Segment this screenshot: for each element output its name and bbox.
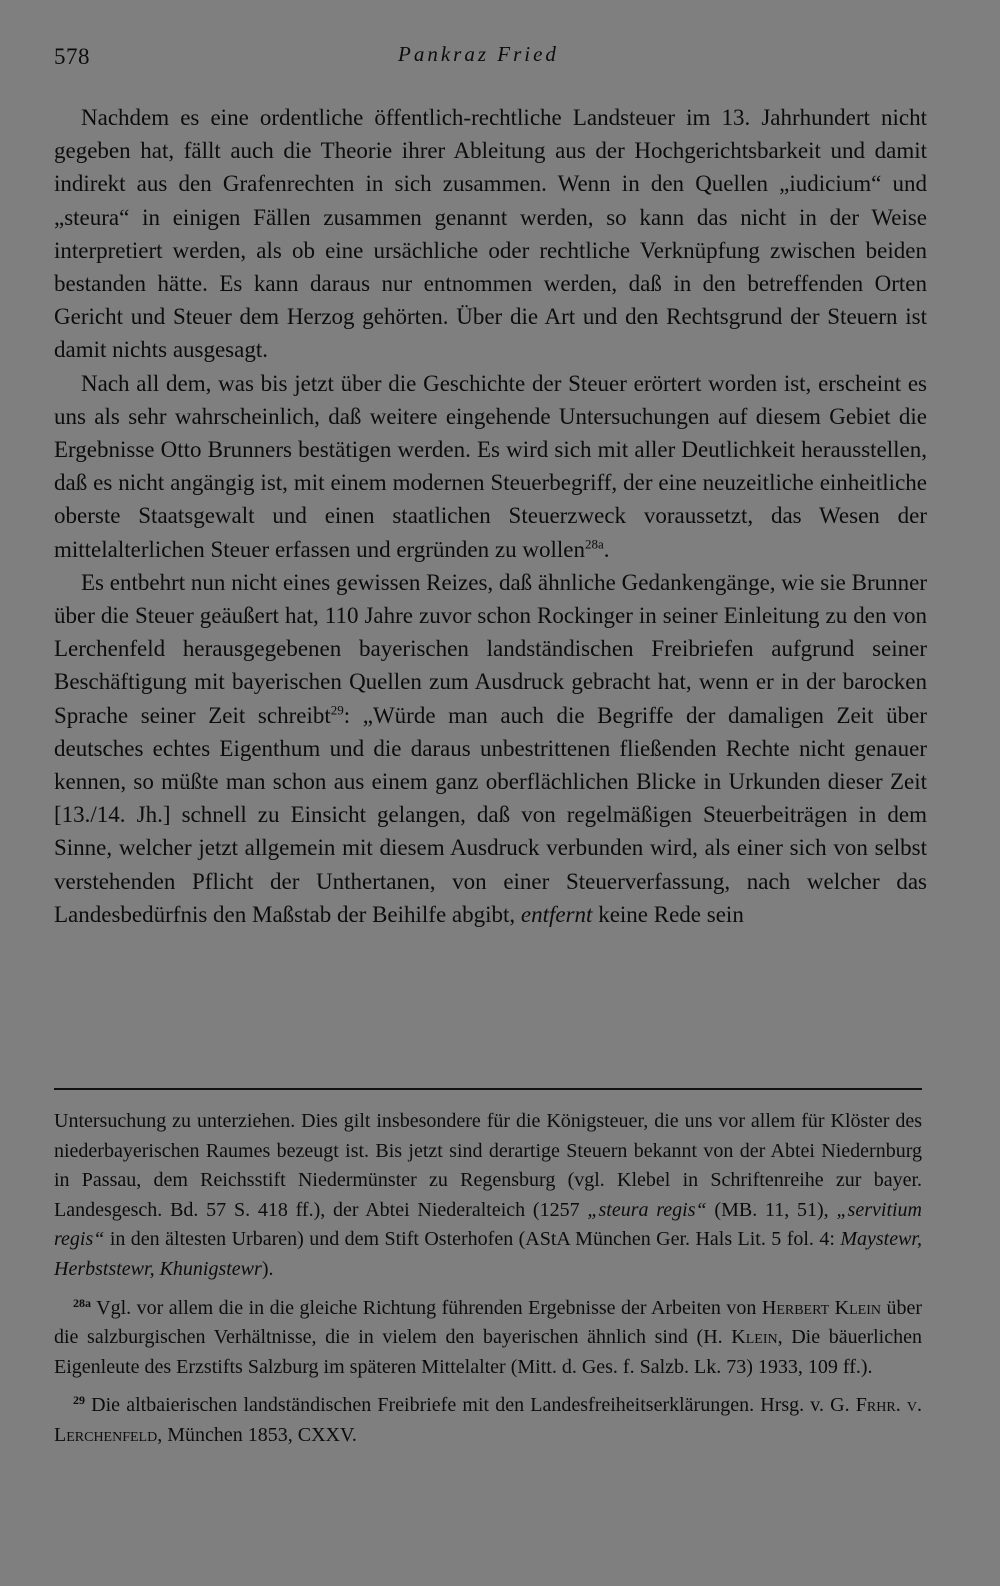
paragraph: Nachdem es eine ordentliche öffentlich-rechtliche Landsteuer im 13. Jahrhundert nicht gegeben hat, fällt auch die Theorie ihrer Ableitung aus der Hochgerichtsbarkeit und damit indirekt aus den Grafenrechten in sich zusammen. Wenn in den Quellen „iudicium“ und „steura“ in einigen Fällen zusammen genannt werden, so kann das nicht in der Weise interpretiert werden, als ob eine ursächliche oder rechtliche Verknüpfung zwischen beiden bestanden hätte. Es kann daraus nur entnommen werden, daß in den betreffenden Orten Gericht und Steuer dem Herzog gehörten. Über die Art und den Rechtsgrund der Steuern ist damit nichts ausgesagt. xyxy=(54,105,927,363)
footnote-italic: „steura regis“ xyxy=(587,1198,707,1221)
footnote-29 xyxy=(54,1386,922,1450)
footnote-text: ). xyxy=(261,1257,274,1280)
main-text xyxy=(54,101,927,931)
footnote-28a xyxy=(54,1289,922,1383)
footnote-text: Die altbaierischen landständischen Freibriefe mit den Landesfreiheitserklärungen. Hrsg. v. G. xyxy=(85,1394,856,1417)
paragraph xyxy=(54,566,927,931)
author-name: Klein xyxy=(731,1326,778,1349)
footnote-number: 28a xyxy=(73,1295,91,1310)
footnote-text: , Die bäuerlichen Eigenleute des Erzstifts Salzburg im späteren Mittelalter (Mitt. d. Ges. f. Salzb. Lk. 73) 1933, 109 ff.). xyxy=(54,1326,922,1378)
author-name: Frhr. v. Lerchenfeld xyxy=(54,1394,922,1446)
footnote-text: , München 1853, CXXV. xyxy=(157,1423,357,1446)
footnote-text: Untersuchung zu unterziehen. Dies gilt insbesondere für die Königsteuer, die uns vor allem für Klöster des niederbayerischen Raumes bezeugt ist. Bis jetzt sind derartige Steuern bekannt von der Abtei Niedernburg in Passau, dem Reichsstift Niedermünster zu Regensburg (vgl. Klebel in Schriftenreihe zur bayer. Landesgesch. Bd. 57 S. 418 ff.), der Abtei Niederalteich (1257 xyxy=(54,1110,922,1221)
paragraph-text: Es entbehrt nun nicht eines gewissen Reizes, daß ähnliche Gedankengänge, wie sie Brunner über die Steuer geäußert hat, 110 Jahre zuvor schon Rockinger in seiner Einleitung zu den von Lerchenfeld herausgegebenen bayerischen landständischen Freibriefen aufgrund seiner Beschäftigung mit bayerischen Quellen zum Ausdruck gebracht hat, wenn er in der barocken Sprache seiner Zeit schreibt xyxy=(54,569,927,728)
footnote-italic: Maystewr, Herbststewr, Khunigstewr xyxy=(54,1228,922,1280)
page-header xyxy=(54,40,922,76)
paragraph-text: Nach all dem, was bis jetzt über die Geschichte der Steuer erörtert worden ist, erscheint es uns als sehr wahrscheinlich, daß weitere eingehende Untersuchungen auf diesem Gebiet die Ergebnisse Otto Brunners bestätigen werden. Es wird sich mit aller Deutlichkeit herausstellen, daß es nicht angängig ist, mit einem modernen Steuerbegriff, der eine neuzeitliche einheitliche oberste Staatsgewalt und einen staatlichen Steuerzweck voraussetzt, das Wesen der mittelalterlichen Steuer erfassen und ergründen zu wollen xyxy=(54,370,927,562)
paragraph xyxy=(54,367,927,566)
footnote-italic: „servitium regis“ xyxy=(54,1198,922,1251)
footnote-reference[interactable]: 28a xyxy=(584,535,604,551)
paragraph-text: : „Würde man auch die Begriffe der damaligen Zeit über deutsches echtes Eigenthum und die daraus unbestrittenen fließenden Rechte nicht genauer kennen, so müßte man schon aus einem ganz oberflächlichen Blicke in Urkunden dieser Zeit [13./14. Jh.] schnell zu Einsicht gelangen, daß von regelmäßigen Steuerbeiträgen in dem Sinne, welcher jetzt allgemein mit diesem Ausdruck verbunden wird, als einer sich von selbst verstehenden Pflicht der Unthertanen, von einer Steuerverfassung, nach welcher das Landesbedürfnis den Maßstab der Beihilfe abgibt, xyxy=(54,702,927,927)
footnotes xyxy=(54,1107,922,1455)
paragraph-text: keine Rede sein xyxy=(592,901,744,927)
footnote-continuation xyxy=(54,1107,922,1285)
footnote-text: über die salzburgischen Verhältnisse, die in vielem den bayerischen ähnlich sind (H. xyxy=(54,1296,922,1349)
page-number: 578 xyxy=(54,44,90,69)
paragraph-text: . xyxy=(603,536,610,562)
footnote-text: Vgl. vor allem die in die gleiche Richtung führenden Ergebnisse der Arbeiten von xyxy=(91,1296,762,1319)
footnote-divider xyxy=(54,1088,922,1090)
emphasis-text: entfernt xyxy=(520,901,593,927)
author-name: Herbert Klein xyxy=(761,1296,881,1319)
footnote-text: (MB. 11, 51), xyxy=(706,1198,837,1221)
footnote-reference[interactable]: 29 xyxy=(330,702,344,717)
running-head: Pankraz Fried xyxy=(398,42,559,66)
footnote-text: in den ältesten Urbaren) und dem Stift Osterhofen (AStA München Ger. Hals Lit. 5 fol. 4: xyxy=(104,1228,841,1251)
footnote-number: 29 xyxy=(73,1393,85,1408)
